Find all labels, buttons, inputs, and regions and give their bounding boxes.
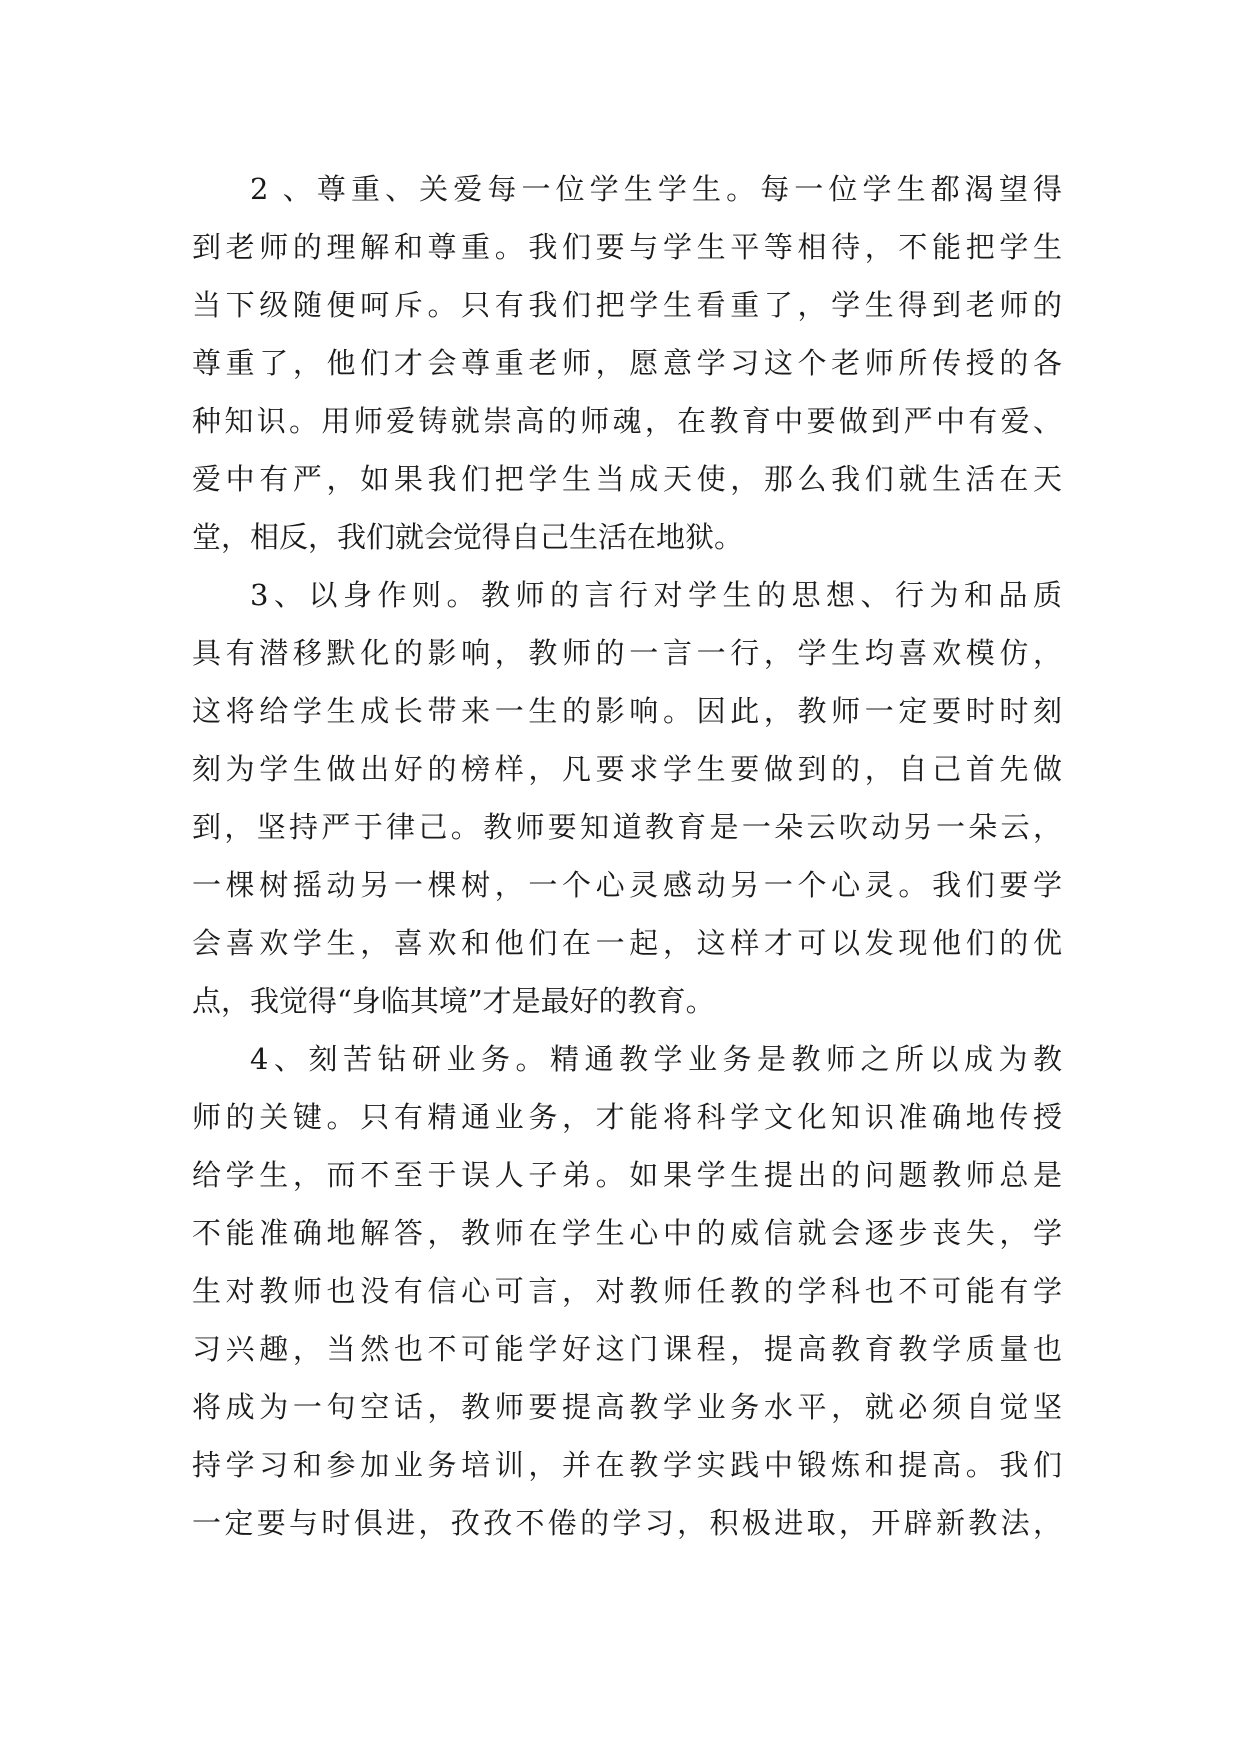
paragraph-lead-by-example: [192, 566, 1062, 1030]
paragraph-line: 到老师的理解和尊重。我们要与学生平等相待，不能把学生: [192, 230, 1062, 264]
paragraph-line: 爱中有严，如果我们把学生当成天使，那么我们就生活在天: [192, 462, 1062, 496]
document-body: [192, 160, 1062, 1552]
paragraph-line: 堂，相反，我们就会觉得自己生活在地狱。: [192, 520, 744, 554]
paragraph-line: 点，我觉得“身临其境”才是最好的教育。: [192, 984, 715, 1018]
paragraph-line: 将成为一句空话，教师要提高教学业务水平，就必须自觉坚: [192, 1390, 1062, 1424]
paragraph-line: 当下级随便呵斥。只有我们把学生看重了，学生得到老师的: [192, 288, 1062, 322]
paragraph-line: 一定要与时俱进，孜孜不倦的学习，积极进取，开辟新教法，: [192, 1506, 1062, 1540]
paragraph-respect-students: [192, 160, 1062, 566]
paragraph-line: 3、以身作则。教师的言行对学生的思想、行为和品质: [250, 578, 1062, 612]
paragraph-line: 具有潜移默化的影响，教师的一言一行，学生均喜欢模仿，: [192, 636, 1062, 670]
paragraph-line: 习兴趣，当然也不可能学好这门课程，提高教育教学质量也: [192, 1332, 1062, 1366]
paragraph-line: 会喜欢学生，喜欢和他们在一起，这样才可以发现他们的优: [192, 926, 1062, 960]
paragraph-line: 给学生，而不至于误人子弟。如果学生提出的问题教师总是: [192, 1158, 1062, 1192]
paragraph-study-diligently: [192, 1030, 1062, 1552]
paragraph-line: 刻为学生做出好的榜样，凡要求学生要做到的，自己首先做: [192, 752, 1062, 786]
paragraph-line: 生对教师也没有信心可言，对教师任教的学科也不可能有学: [192, 1274, 1062, 1308]
paragraph-line: 2 、尊重、关爱每一位学生学生。每一位学生都渴望得: [250, 172, 1062, 206]
paragraph-line: 到，坚持严于律己。教师要知道教育是一朵云吹动另一朵云，: [192, 810, 1062, 844]
paragraph-line: 这将给学生成长带来一生的影响。因此，教师一定要时时刻: [192, 694, 1062, 728]
paragraph-line: 持学习和参加业务培训，并在教学实践中锻炼和提高。我们: [192, 1448, 1062, 1482]
paragraph-line: 不能准确地解答，教师在学生心中的威信就会逐步丧失，学: [192, 1216, 1062, 1250]
paragraph-line: 种知识。用师爱铸就崇高的师魂，在教育中要做到严中有爱、: [192, 404, 1062, 438]
paragraph-line: 4、刻苦钻研业务。精通教学业务是教师之所以成为教: [250, 1042, 1062, 1076]
paragraph-line: 一棵树摇动另一棵树，一个心灵感动另一个心灵。我们要学: [192, 868, 1062, 902]
paragraph-line: 尊重了，他们才会尊重老师，愿意学习这个老师所传授的各: [192, 346, 1062, 380]
paragraph-line: 师的关键。只有精通业务，才能将科学文化知识准确地传授: [192, 1100, 1062, 1134]
